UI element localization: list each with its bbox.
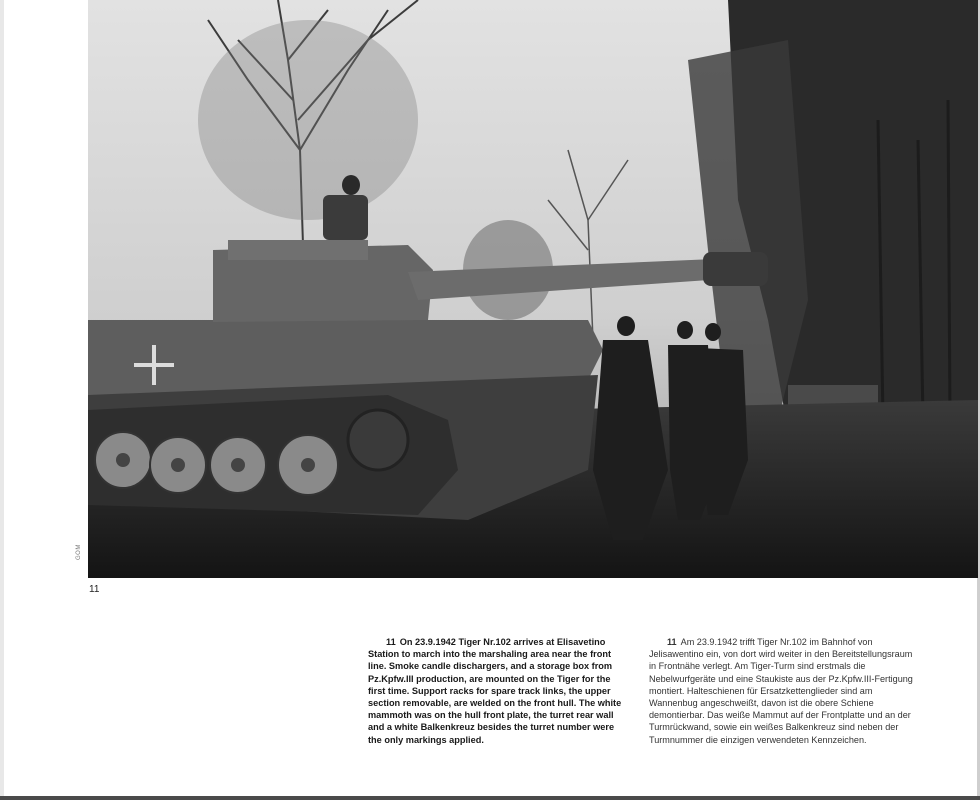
tank-photo bbox=[88, 0, 978, 578]
caption-german-number: 11 bbox=[667, 637, 677, 647]
caption-german bbox=[649, 636, 913, 746]
photo-number: 11 bbox=[89, 584, 100, 595]
tank-photo-icon bbox=[88, 0, 978, 578]
caption-english-number: 11 bbox=[386, 637, 396, 647]
photo-credit: GOM bbox=[76, 544, 82, 560]
caption-german-text: Am 23.9.1942 trifft Tiger Nr.102 im Bahnhof von Jelisawentino ein, von dort wird weiter in den Bereitstellungsraum in Frontnähe verlegt. Am Tiger-Turm sind erstmals die Nebelwurfgeräte und eine Staukiste aus der Pz.Kpfw.III-Fertigung montiert. Halteschienen für Ersatzkettenglieder sind am Wannenbug angeschweißt, davon ist die obere Schiene demontierbar. Das weiße Mammut auf der Frontplatte und an der Turmrückwand, sowie ein weißes Balkenkreuz sind neben der Turmnummer die einzigen verwendeten Kennzeichen. bbox=[649, 637, 913, 745]
page-edge-bottom bbox=[0, 796, 980, 800]
caption-english-text: On 23.9.1942 Tiger Nr.102 arrives at Elisavetino Station to march into the marshaling area near the front line. Smoke candle dischargers, and a storage box from Pz.Kpfw.III production, are mounted on the Tiger for the first time. Support racks for spare track links, the upper section removable, are welded on the front hull. The white mammoth was on the hull front plate, the turret rear wall and a white Balkenkreuz besides the turret number were the only markings applied. bbox=[368, 637, 622, 745]
page-edge-left bbox=[0, 0, 4, 800]
caption-english bbox=[368, 636, 630, 746]
